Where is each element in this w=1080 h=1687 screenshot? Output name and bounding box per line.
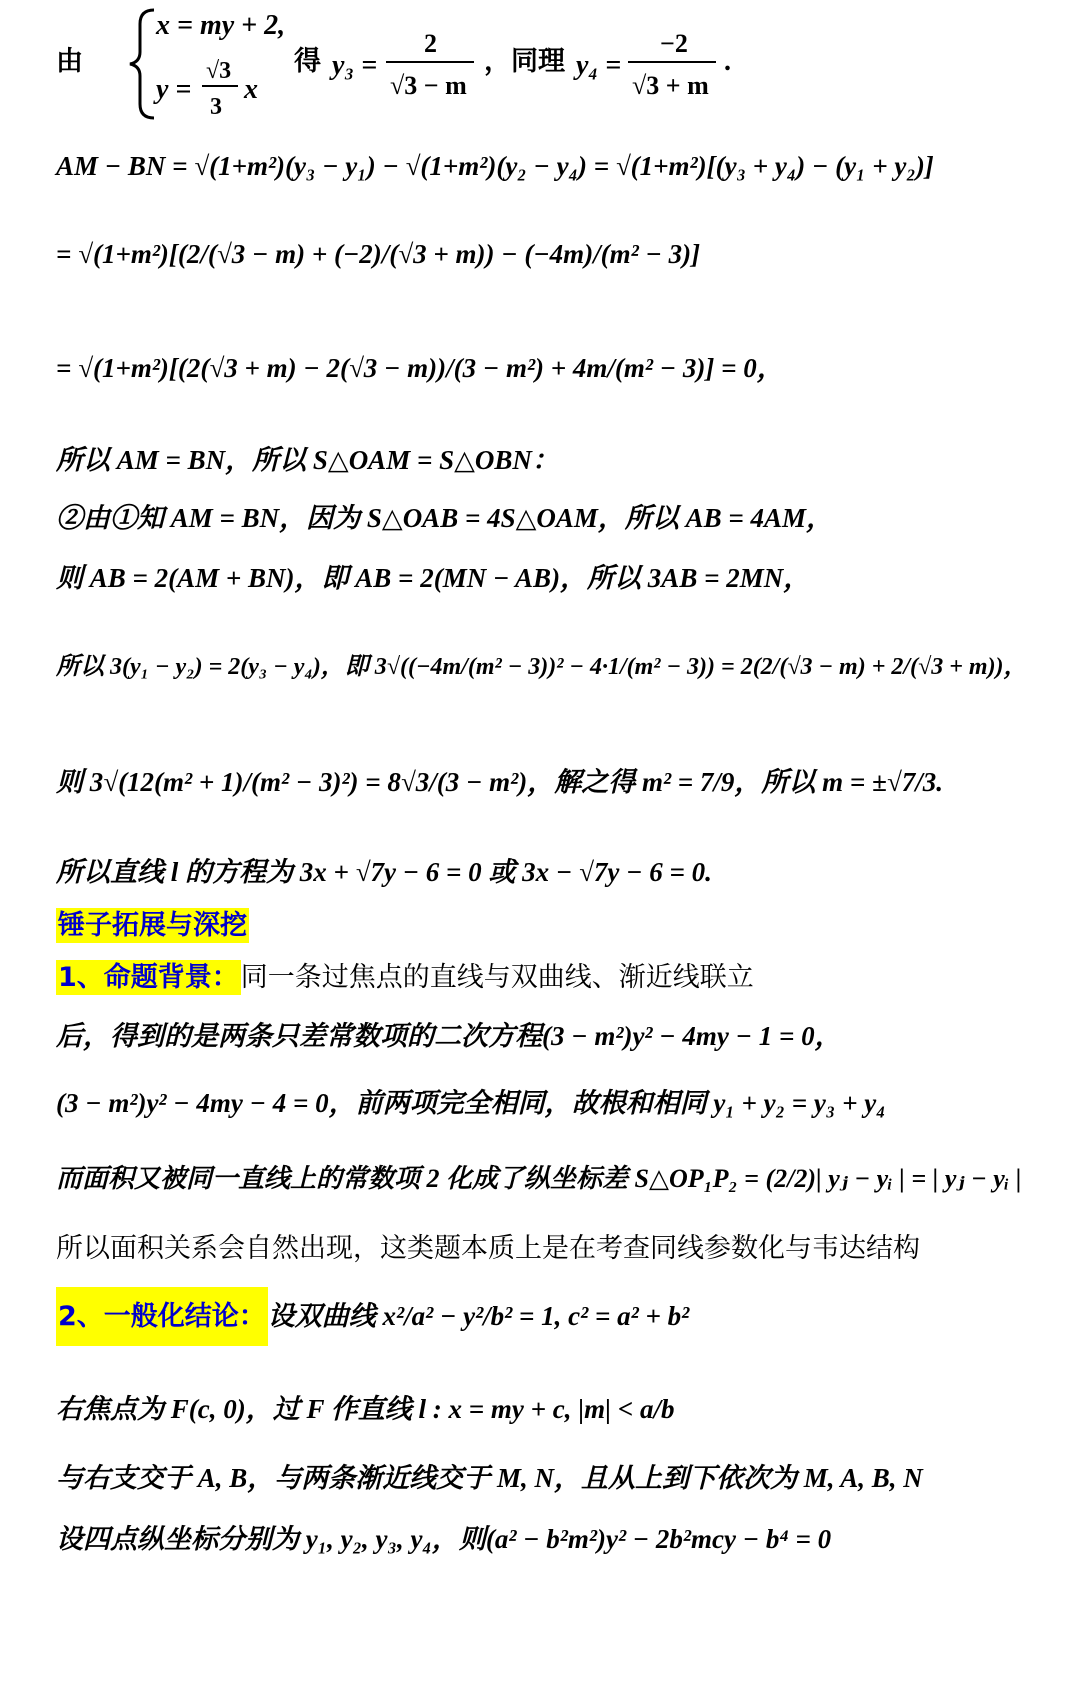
line-text: 设四点纵坐标分别为 y₁, y₂, y₃, y₄，则(a² − b²m²)y² − 2b²mcy − b⁴ = 0: [56, 1524, 832, 1554]
svg-text:x: x: [244, 74, 258, 105]
expansion-line-2: [56, 352, 784, 385]
line-equation-result: [56, 856, 712, 889]
section-title-text: 锤子拓展与深挖: [58, 910, 247, 941]
section2-line-2: [56, 1393, 675, 1426]
line-text: 所以直线 l 的方程为 3x + √7y − 6 = 0 或 3x − √7y − 6 = 0.: [56, 857, 712, 887]
svg-text:y₃ =: y₃ =: [332, 50, 378, 81]
section2-label: 2、一般化结论：: [56, 1287, 268, 1346]
expansion-line-1: [56, 238, 700, 271]
line-text: 与右支交于 A, B，与两条渐近线交于 M, N，且从上到下依次为 M, A, B, N: [56, 1463, 923, 1493]
ab-relation-line: [56, 562, 810, 595]
line-text: 同一条过焦点的直线与双曲线、渐近线联立: [240, 962, 754, 993]
part2-line: [56, 502, 833, 535]
line-text: AM − BN = √(1+m²)(y₃ − y₁) − √(1+m²)(y₂ − y₄) = √(1+m²)[(y₃ + y₄) − (y₁ + y₂)]: [56, 151, 934, 181]
svg-text:x = my + 2,: x = my + 2,: [156, 10, 286, 41]
section1-first-line: [56, 962, 754, 994]
line-text: 设双曲线 x²/a² − y²/b² = 1, c² = a² + b²: [267, 1301, 690, 1331]
section1-line-5: [56, 1233, 920, 1265]
svg-text:3: 3: [210, 94, 222, 120]
equation-system-line: [56, 2, 1046, 130]
line-text: 则 3√(12(m² + 1)/(m² − 3)²) = 8√3/(3 − m²)，解之得 m² = 7/9，所以 m = ±√7/3.: [56, 767, 943, 797]
line-text: 右焦点为 F(c, 0)，过 F 作直线 l : x = my + c, |m| < a/b: [56, 1394, 675, 1424]
section2-line-3: [56, 1462, 923, 1495]
svg-text:由: 由: [56, 46, 83, 77]
svg-text:√3: √3: [206, 58, 232, 84]
section1-line-3: [56, 1087, 886, 1120]
svg-text:，同理: ，同理: [484, 46, 565, 77]
line-text: 所以 AM = BN，所以 S△OAM = S△OBN：: [56, 445, 559, 475]
line-text: 所以 3(y₁ − y₂) = 2(y₃ − y₄)，即 3√((−4m/(m² − 3))² − 4·1/(m² − 3)) = 2(2/(√3 − m) + 2/(√3 + m))，: [56, 654, 1028, 680]
solve-m-line: [56, 766, 943, 799]
svg-text:2: 2: [424, 29, 437, 58]
line-text: (3 − m²)y² − 4my − 4 = 0，前两项完全相同，故根和相同 y₁ + y₂ = y₃ + y₄: [56, 1088, 886, 1118]
line-text: 所以面积关系会自然出现，这类题本质上是在考查同线参数化与韦达结构: [56, 1233, 920, 1264]
section-title: [56, 910, 249, 942]
line-text: 后，得到的是两条只差常数项的二次方程(3 − m²)y² − 4my − 1 = 0，: [56, 1021, 842, 1051]
line-text: 而面积又被同一直线上的常数项 2 化成了纵坐标差 S△OP₁P₂ = (2/2)| yⱼ − yᵢ | = | yⱼ − yᵢ |: [56, 1164, 1022, 1193]
svg-text:y₄ =: y₄ =: [576, 50, 622, 81]
svg-text:√3 + m: √3 + m: [632, 71, 709, 100]
section1-line-2: [56, 1020, 842, 1053]
line-text: = √(1+m²)[(2(√3 + m) − 2(√3 − m))/(3 − m²) + 4m/(m² − 3)] = 0，: [56, 353, 784, 383]
root-difference-line: [56, 652, 1028, 682]
svg-text:得: 得: [294, 46, 321, 77]
am-minus-bn-line: [56, 150, 934, 183]
area-equality-line: [56, 444, 559, 477]
svg-text:y =: y =: [156, 74, 192, 105]
line-text: ②由①知 AM = BN，因为 S△OAB = 4S△OAM，所以 AB = 4AM，: [56, 503, 834, 533]
line-text: 则 AB = 2(AM + BN)，即 AB = 2(MN − AB)，所以 3AB = 2MN，: [56, 563, 811, 593]
svg-text:.: .: [724, 46, 731, 77]
section1-line-4: [56, 1163, 1021, 1195]
svg-text:√3 − m: √3 − m: [390, 71, 467, 100]
equation-system-svg: [56, 2, 1046, 122]
section2-first-line: [56, 1300, 689, 1333]
line-text: = √(1+m²)[(2/(√3 − m) + (−2)/(√3 + m)) − (−4m)/(m² − 3)]: [56, 239, 701, 269]
section2-line-4: [56, 1523, 831, 1556]
svg-text:−2: −2: [660, 29, 688, 58]
section1-label: 1、命题背景：: [58, 962, 239, 993]
